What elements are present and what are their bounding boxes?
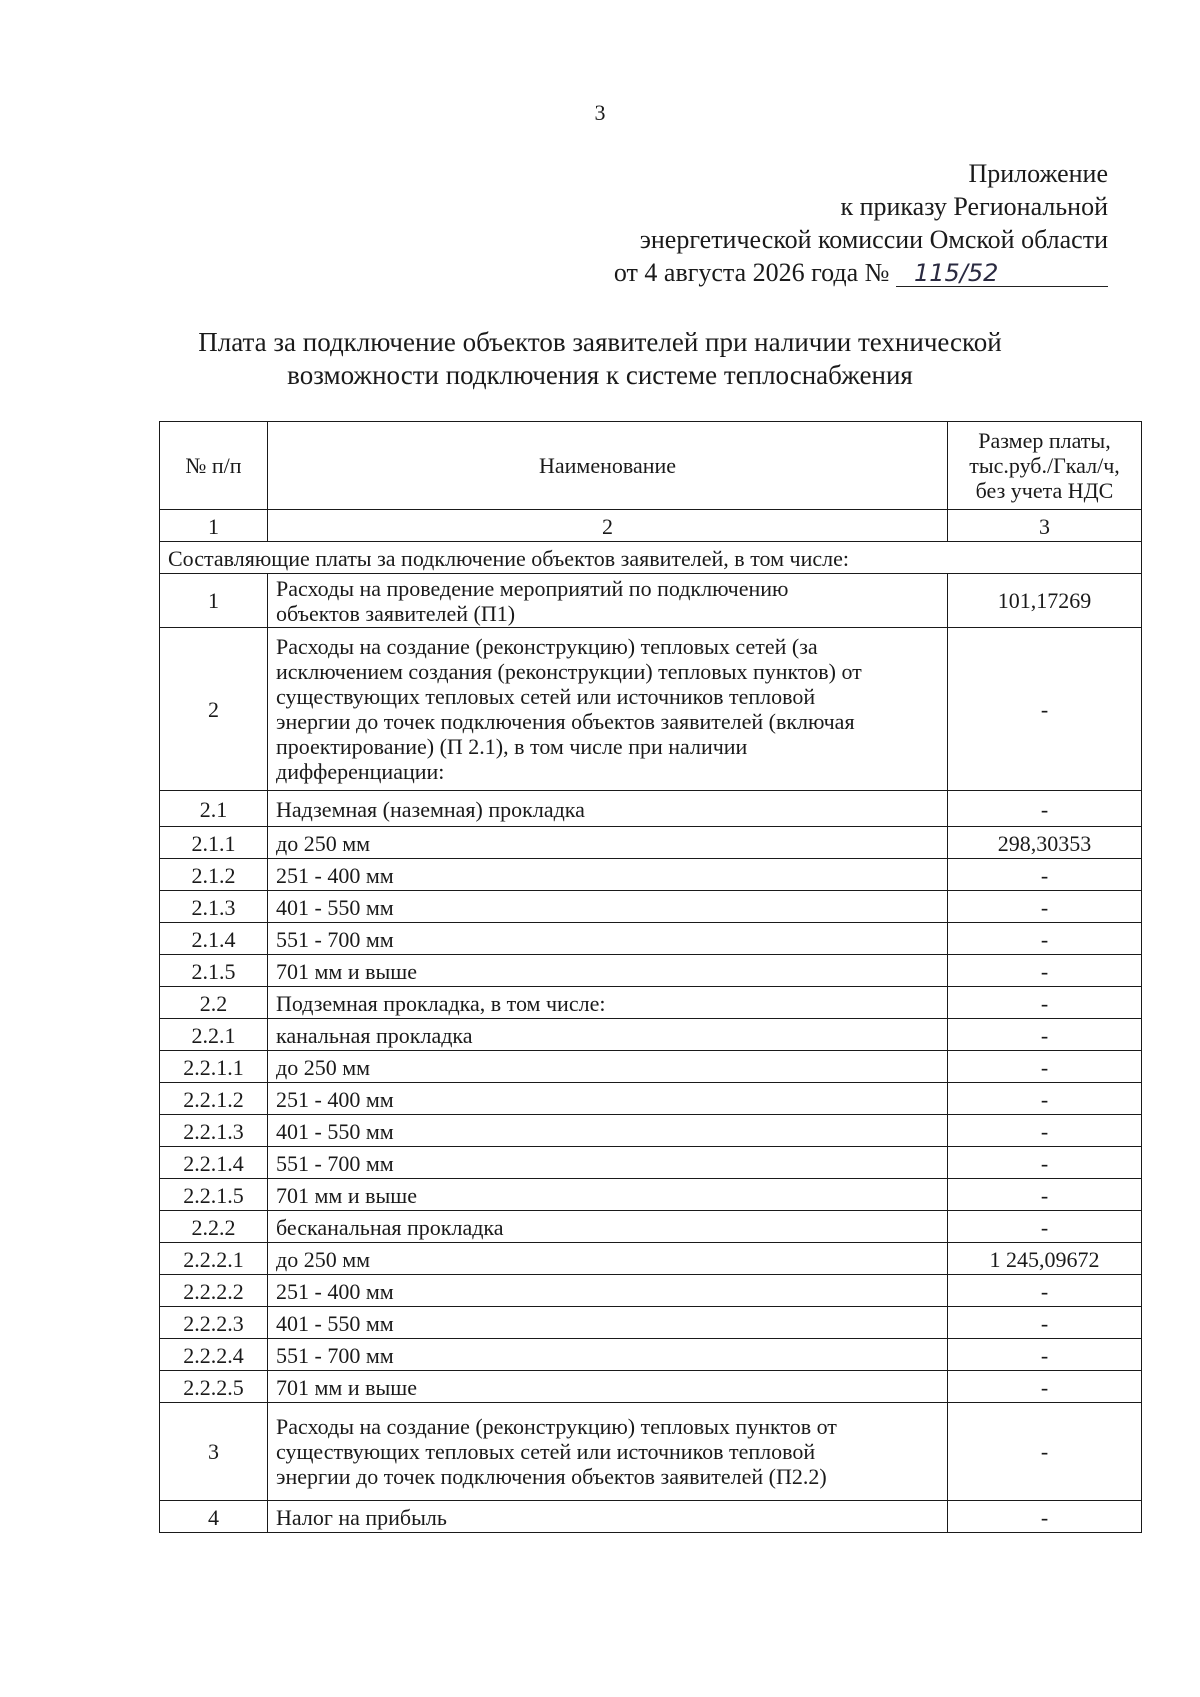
row-name: канальная прокладка bbox=[268, 1019, 948, 1051]
row-name bbox=[268, 574, 948, 628]
row-name: 551 - 700 мм bbox=[268, 1147, 948, 1179]
row-name-line: существующих тепловых сетей или источников тепловой bbox=[276, 1439, 816, 1464]
table-row bbox=[160, 859, 1142, 891]
document-title bbox=[0, 326, 1200, 392]
row-number: 2 bbox=[160, 628, 268, 791]
row-name: 251 - 400 мм bbox=[268, 1083, 948, 1115]
table-row bbox=[160, 1019, 1142, 1051]
row-value: - bbox=[948, 955, 1142, 987]
table-row bbox=[160, 1339, 1142, 1371]
row-number: 2.2.2.1 bbox=[160, 1243, 268, 1275]
header-name: Наименование bbox=[268, 422, 948, 510]
table-row bbox=[160, 1115, 1142, 1147]
row-value: - bbox=[948, 1115, 1142, 1147]
table-row bbox=[160, 1051, 1142, 1083]
row-number: 3 bbox=[160, 1403, 268, 1501]
row-name: 401 - 550 мм bbox=[268, 891, 948, 923]
appendix-header bbox=[614, 157, 1108, 289]
row-number: 2.1.1 bbox=[160, 827, 268, 859]
row-value: - bbox=[948, 923, 1142, 955]
row-number: 2.2.1.1 bbox=[160, 1051, 268, 1083]
row-name-line: Расходы на создание (реконструкцию) тепловых пунктов от bbox=[276, 1414, 837, 1439]
row-name bbox=[268, 1403, 948, 1501]
row-name: 701 мм и выше bbox=[268, 955, 948, 987]
table-row bbox=[160, 1147, 1142, 1179]
title-line-1: Плата за подключение объектов заявителей при наличии технической bbox=[198, 327, 1002, 357]
row-name bbox=[268, 628, 948, 791]
row-value: - bbox=[948, 1019, 1142, 1051]
page-number: 3 bbox=[594, 100, 606, 125]
column-number: 2 bbox=[268, 510, 948, 542]
row-name: Надземная (наземная) прокладка bbox=[268, 791, 948, 827]
order-number-handwritten: 115/52 bbox=[896, 260, 1108, 287]
row-name: 401 - 550 мм bbox=[268, 1307, 948, 1339]
row-number: 2.2.2.5 bbox=[160, 1371, 268, 1403]
row-value: 1 245,09672 bbox=[948, 1243, 1142, 1275]
row-value: - bbox=[948, 1307, 1142, 1339]
row-value: - bbox=[948, 1501, 1142, 1533]
row-value: - bbox=[948, 1051, 1142, 1083]
header-fee-line-1: Размер платы, bbox=[978, 428, 1111, 453]
row-name-line: дифференциации: bbox=[276, 759, 445, 784]
row-name-line: энергии до точек подключения объектов заявителей (включая bbox=[276, 709, 855, 734]
row-name-line: Расходы на создание (реконструкцию) тепловых сетей (за bbox=[276, 634, 818, 659]
row-number: 2.1.3 bbox=[160, 891, 268, 923]
row-name: 251 - 400 мм bbox=[268, 859, 948, 891]
row-value: - bbox=[948, 1211, 1142, 1243]
table-row bbox=[160, 1275, 1142, 1307]
column-number: 1 bbox=[160, 510, 268, 542]
row-name: до 250 мм bbox=[268, 1051, 948, 1083]
row-number: 2.2.2.3 bbox=[160, 1307, 268, 1339]
row-number: 2.2.1.3 bbox=[160, 1115, 268, 1147]
table-row bbox=[160, 1403, 1142, 1501]
row-name: 251 - 400 мм bbox=[268, 1275, 948, 1307]
table-row bbox=[160, 923, 1142, 955]
row-value: - bbox=[948, 1403, 1142, 1501]
header-fee bbox=[948, 422, 1142, 510]
row-value: - bbox=[948, 791, 1142, 827]
row-name: 551 - 700 мм bbox=[268, 923, 948, 955]
title-line-2: возможности подключения к системе теплоснабжения bbox=[287, 360, 913, 390]
row-number: 1 bbox=[160, 574, 268, 628]
row-value: - bbox=[948, 891, 1142, 923]
row-value: - bbox=[948, 1147, 1142, 1179]
row-number: 2.2.1.2 bbox=[160, 1083, 268, 1115]
row-value: 298,30353 bbox=[948, 827, 1142, 859]
row-name-line: Расходы на проведение мероприятий по подключению bbox=[276, 575, 789, 601]
row-number: 2.2.2 bbox=[160, 1211, 268, 1243]
row-name: Подземная прокладка, в том числе: bbox=[268, 987, 948, 1019]
row-value: - bbox=[948, 987, 1142, 1019]
row-name: 701 мм и выше bbox=[268, 1179, 948, 1211]
row-value: - bbox=[948, 1339, 1142, 1371]
appendix-title: Приложение bbox=[968, 159, 1108, 188]
table-row bbox=[160, 955, 1142, 987]
row-value: - bbox=[948, 1371, 1142, 1403]
appendix-date: от 4 августа 2026 года № bbox=[613, 258, 890, 287]
table-row bbox=[160, 1307, 1142, 1339]
row-number: 4 bbox=[160, 1501, 268, 1533]
row-value: - bbox=[948, 628, 1142, 791]
row-number: 2.2.1 bbox=[160, 1019, 268, 1051]
appendix-order-ref: к приказу Региональной bbox=[840, 192, 1108, 221]
row-number: 2.1.4 bbox=[160, 923, 268, 955]
table-row bbox=[160, 574, 1142, 628]
table-row bbox=[160, 1211, 1142, 1243]
row-name: до 250 мм bbox=[268, 827, 948, 859]
row-number: 2.2 bbox=[160, 987, 268, 1019]
table-header-row bbox=[160, 422, 1142, 510]
table-row bbox=[160, 827, 1142, 859]
row-name: Налог на прибыль bbox=[268, 1501, 948, 1533]
header-number: № п/п bbox=[160, 422, 268, 510]
table-row bbox=[160, 791, 1142, 827]
table-row bbox=[160, 1243, 1142, 1275]
row-number: 2.1.2 bbox=[160, 859, 268, 891]
table-row bbox=[160, 1501, 1142, 1533]
table-row bbox=[160, 891, 1142, 923]
appendix-commission: энергетической комиссии Омской области bbox=[639, 225, 1108, 254]
row-number: 2.2.2.2 bbox=[160, 1275, 268, 1307]
row-name-line: существующих тепловых сетей или источников тепловой bbox=[276, 684, 816, 709]
row-name: до 250 мм bbox=[268, 1243, 948, 1275]
header-fee-line-3: без учета НДС bbox=[975, 478, 1114, 503]
row-number: 2.2.2.4 bbox=[160, 1339, 268, 1371]
table-row bbox=[160, 987, 1142, 1019]
row-name: 401 - 550 мм bbox=[268, 1115, 948, 1147]
row-value: 101,17269 bbox=[948, 574, 1142, 628]
row-name-line: объектов заявителей (П1) bbox=[276, 600, 516, 626]
row-number: 2.2.1.4 bbox=[160, 1147, 268, 1179]
row-value: - bbox=[948, 1179, 1142, 1211]
column-number: 3 bbox=[948, 510, 1142, 542]
table-row bbox=[160, 628, 1142, 791]
row-number: 2.1.5 bbox=[160, 955, 268, 987]
row-name-line: энергии до точек подключения объектов заявителей (П2.2) bbox=[276, 1464, 827, 1489]
row-value: - bbox=[948, 859, 1142, 891]
row-name: 701 мм и выше bbox=[268, 1371, 948, 1403]
row-value: - bbox=[948, 1275, 1142, 1307]
row-value: - bbox=[948, 1083, 1142, 1115]
section-row bbox=[160, 542, 1142, 574]
row-name: бесканальная прокладка bbox=[268, 1211, 948, 1243]
fee-table bbox=[159, 421, 1142, 1533]
column-number-row bbox=[160, 510, 1142, 542]
appendix-date-line bbox=[614, 256, 1108, 289]
row-number: 2.2.1.5 bbox=[160, 1179, 268, 1211]
table-row bbox=[160, 1371, 1142, 1403]
header-fee-line-2: тыс.руб./Гкал/ч, bbox=[969, 453, 1120, 478]
row-name-line: исключением создания (реконструкции) тепловых пунктов) от bbox=[276, 659, 862, 684]
table-row bbox=[160, 1083, 1142, 1115]
table-row bbox=[160, 1179, 1142, 1211]
row-number: 2.1 bbox=[160, 791, 268, 827]
section-label: Составляющие платы за подключение объектов заявителей, в том числе: bbox=[160, 542, 1142, 574]
row-name-line: проектирование) (П 2.1), в том числе при наличии bbox=[276, 734, 748, 759]
row-name: 551 - 700 мм bbox=[268, 1339, 948, 1371]
